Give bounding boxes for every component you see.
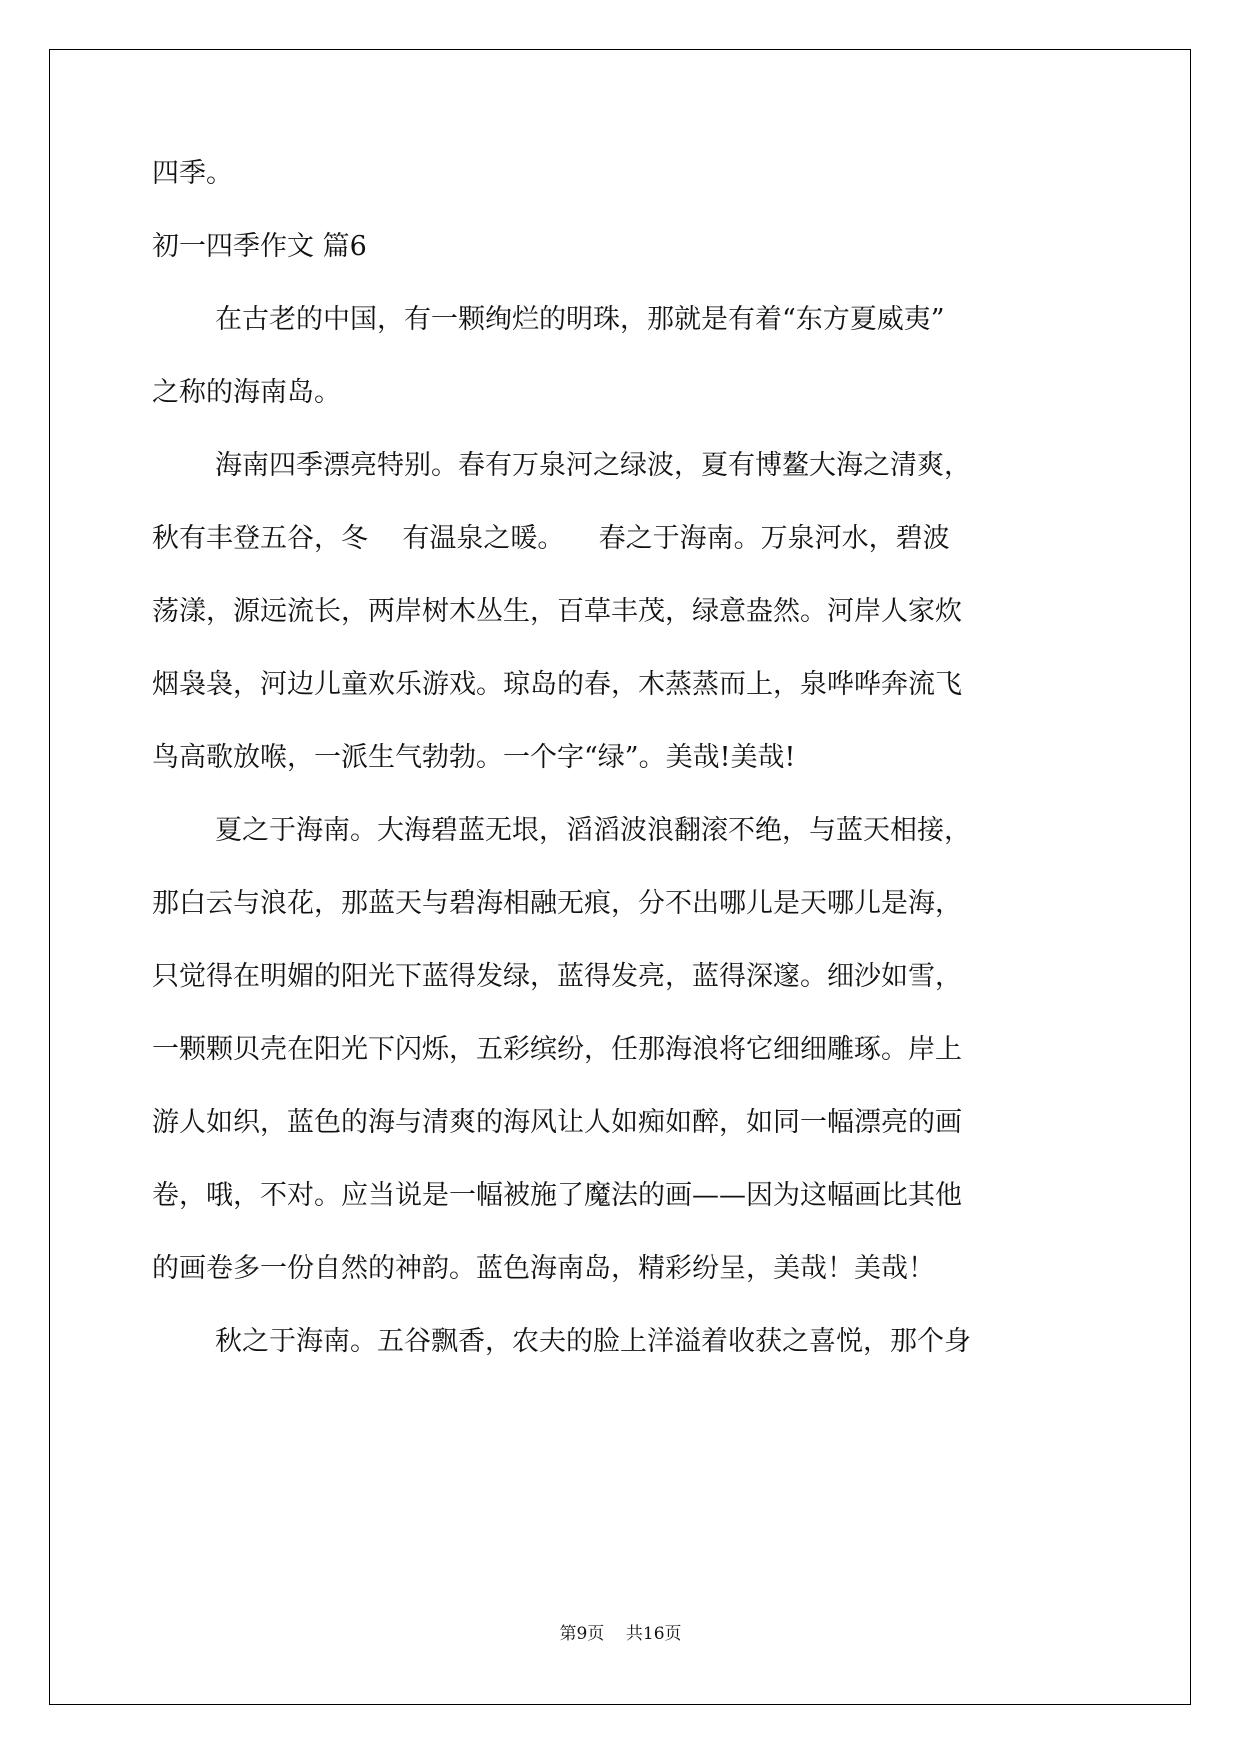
text-line: 卷，哦，不对。应当说是一幅被施了魔法的画——因为这幅画比其他	[152, 1180, 962, 1211]
text-line: 之称的海南岛。	[152, 377, 341, 408]
text-line: 鸟高歌放喉，一派生气勃勃。一个字“绿”。美哉!美哉!	[152, 742, 796, 773]
text-line: 在古老的中国，有一颗绚烂的明珠，那就是有着“东方夏威夷”	[215, 304, 945, 335]
page-border	[49, 49, 1191, 1705]
text-line: 只觉得在明媚的阳光下蓝得发绿，蓝得发亮，蓝得深邃。细沙如雪，	[152, 961, 962, 992]
text-line: 四季。	[152, 158, 233, 189]
text-line: 烟袅袅，河边儿童欢乐游戏。琼岛的春，木蒸蒸而上，泉哗哗奔流飞	[152, 669, 962, 700]
text-line: 一颗颗贝壳在阳光下闪烁，五彩缤纷，任那海浪将它细细雕琢。岸上	[152, 1034, 962, 1065]
text-line: 荡漾，源远流长，两岸树木丛生，百草丰茂，绿意盎然。河岸人家炊	[152, 596, 962, 627]
text-line: 夏之于海南。大海碧蓝无垠，滔滔波浪翻滚不绝，与蓝天相接，	[215, 815, 971, 846]
text-line: 游人如织，蓝色的海与清爽的海风让人如痴如醉，如同一幅漂亮的画	[152, 1107, 962, 1138]
text-line: 秋之于海南。五谷飘香，农夫的脸上洋溢着收获之喜悦，那个身	[215, 1326, 971, 1357]
page-number: 第9页 共16页	[559, 1624, 682, 1644]
text-line: 海南四季漂亮特别。春有万泉河之绿波，夏有博鳌大海之清爽，	[215, 450, 971, 481]
text-line: 秋有丰登五谷，冬 有温泉之暖。 春之于海南。万泉河水，碧波	[152, 523, 950, 554]
section-heading: 初一四季作文 篇6	[152, 231, 367, 262]
text-line: 那白云与浪花，那蓝天与碧海相融无痕，分不出哪儿是天哪儿是海，	[152, 888, 962, 919]
text-line: 的画卷多一份自然的神韵。蓝色海南岛，精彩纷呈，美哉！美哉！	[152, 1253, 935, 1284]
